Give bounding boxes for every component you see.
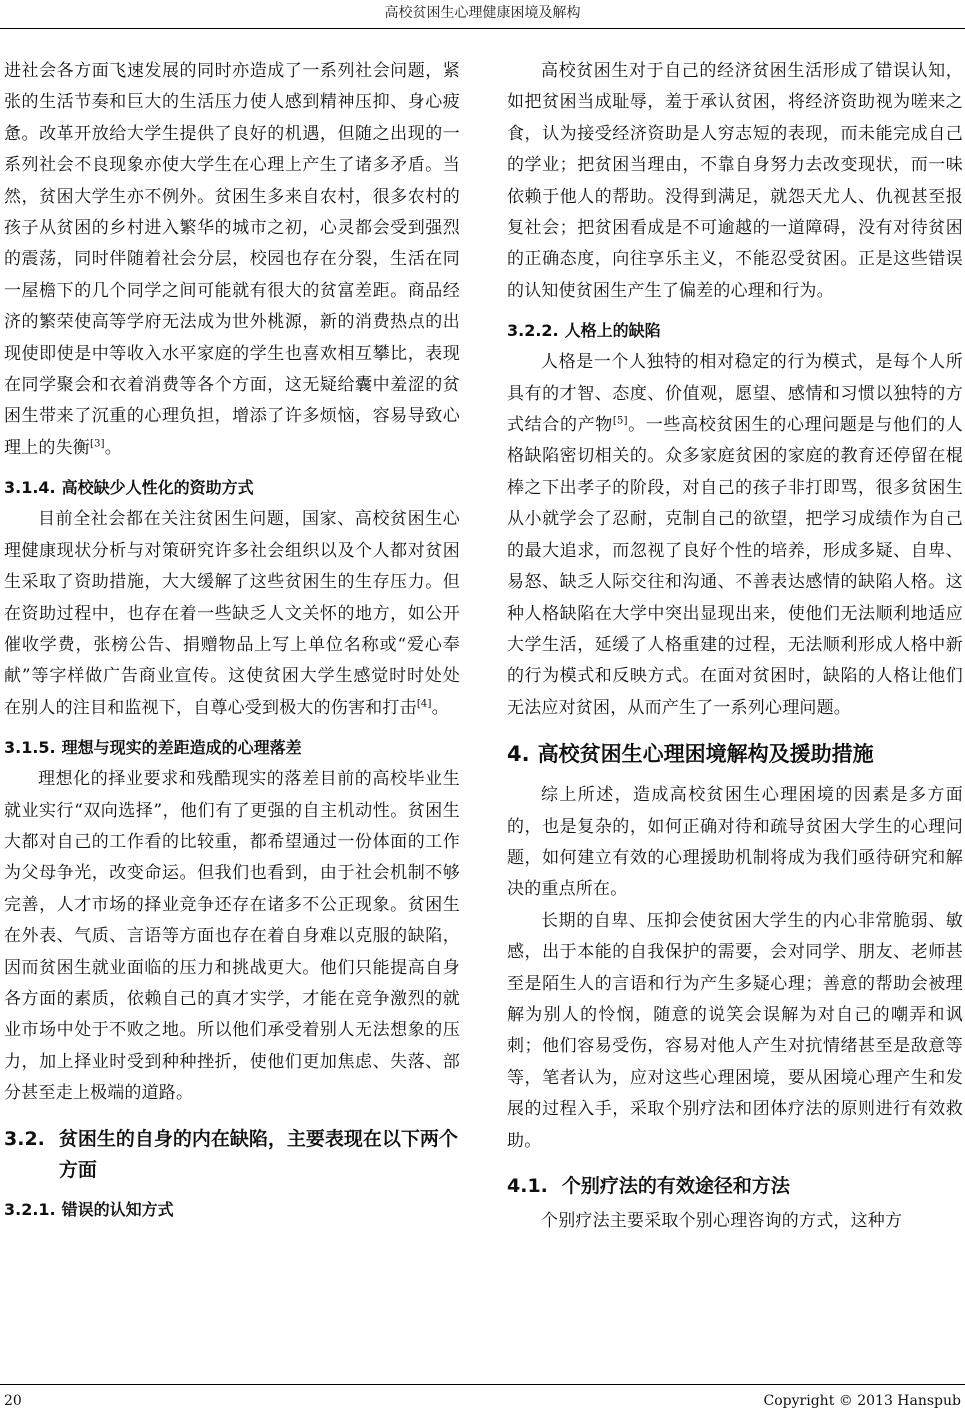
section-title: 高校贫困生心理困境解构及援助措施 [537, 742, 874, 767]
section-4-heading [507, 738, 963, 770]
section-number: 3.2. [4, 1127, 45, 1150]
section-title: 贫困生的自身的内在缺陷，主要表现在以下两个方面 [58, 1127, 458, 1181]
paragraph-long-term: 长期的自卑、压抑会使贫困大学生的内心非常脆弱、敏感，出于本能的自我保护的需要，会对同学、朋友、老师甚至是陌生人的言语和行为产生多疑心理；善意的帮助会被理解为别人的怜悯，随意的说笑会误解为对自己的嘲弄和讽刺；他们容易受伤，容易对他人产生对抗情绪甚至是敌意等等，笔者认为，应对这些心理困境，要从困境心理产生和发展的过程入手，采取个别疗法和团体疗法的原则进行有效救助。 [507, 910, 963, 1151]
section-3-2-2-heading [507, 319, 963, 343]
paragraph-end: 。 [104, 437, 122, 458]
citation-3[interactable]: [3] [90, 438, 105, 450]
right-column [507, 56, 963, 1237]
section-3-1-5-heading [4, 736, 460, 760]
section-title: 人格上的缺陷 [564, 321, 661, 341]
paragraph-text: 目前全社会都在关注贫困生问题，国家、高校贫困生心理健康现状分析与对策研究许多社会组织以及个人都对贫困生采取了资助措施，大大缓解了这些贫困生的生存压力。但在资助过程中，也存在着一些缺乏人文关怀的地方，如公开催收学费，张榜公告、捐赠物品上写上单位名称或“爱心奉献”等字样做广告商业宣传。这使贫困大学生感觉时时处处在别人的注目和监视下，自尊心受到极大的伤害和打击 [4, 509, 460, 718]
footer-rule [0, 1384, 965, 1385]
section-4-1-heading [507, 1171, 963, 1202]
section-number: 3.1.5. [4, 738, 56, 758]
paragraph-summary: 综上所述，造成高校贫困生心理困境的因素是多方面的，也是复杂的，如何正确对待和疏导贫困大学生的心理问题，如何建立有效的心理援助机制将成为我们亟待研究和解决的重点所在。 [507, 785, 963, 900]
section-title: 个别疗法的有效途径和方法 [561, 1175, 790, 1197]
section-title: 理想与现实的差距造成的心理落差 [61, 738, 302, 758]
running-header: 高校贫困生心理健康困境及解构 [384, 5, 581, 21]
paragraph-text-cont: 。一些高校贫困生的心理问题是与他们的人格缺陷密切相关的。众多家庭贫困的家庭的教育还停留在棍棒之下出孝子的阶段，对自己的孩子非打即骂，很多贫困生从小就学会了忍耐，克制自己的欲望，把学习成绩作为自己的最大追求，而忽视了良好个性的培养，形成多疑、自卑、易怒、缺乏人际交往和沟通、不善表达感情的缺陷人格。这种人格缺陷在大学中突出显现出来，使他们无法顺利地适应大学生活，延缓了人格重建的过程，无法顺利形成人格中新的行为模式和反映方式。在面对贫困时，缺陷的人格让他们无法应对贫困，从而产生了一系列心理问题。 [507, 415, 963, 718]
section-number: 3.2.1. [4, 1199, 56, 1219]
paragraph-social-pressure [4, 56, 460, 464]
paragraph-ideal-reality: 理想化的择业要求和残酷现实的落差目前的高校毕业生就业实行“双向选择”，他们有了更强的自主机动性。贫困生大都对自己的工作看的比较重，都希望通过一份体面的工作为父母争光，改变命运。但我们也看到，由于社会机制不够完善，人才市场的择业竞争还存在诸多不公正现象。贫困生在外表、气质、言语等方面也存在着自身难以克服的缺陷，因而贫困生就业面临的压力和挑战更大。他们只能提高自身各方面的素质，依赖自己的真才实学，才能在竞争激烈的就业市场中处于不败之地。所以他们承受着别人无法想象的压力，加上择业时受到种种挫折，使他们更加焦虑、失落、部分甚至走上极端的道路。 [4, 769, 460, 1104]
left-column [4, 56, 460, 1226]
section-title: 错误的认知方式 [61, 1199, 174, 1219]
paragraph-text: 人格是一个人独特的相对稳定的行为模式，是每个人所具有的才智、态度、价值观，愿望、感情和习惯以独特的方式结合的产物 [507, 352, 963, 436]
paragraph-funding [4, 504, 460, 724]
paragraph-end: 。 [431, 697, 449, 718]
copyright-notice: Copyright © 2013 Hanspub [763, 1393, 961, 1409]
paragraph-personality [507, 347, 963, 724]
paragraph-wrong-cognition: 高校贫困生对于自己的经济贫困生活形成了错误认知，如把贫困当成耻辱，羞于承认贫困，将经济资助视为嗟来之食，认为接受经济资助是人穷志短的表现，而未能完成自己的学业；把贫困当理由，不靠自身努力去改变现状，而一味依赖于他人的帮助。没得到满足，就怨天尤人、仇视甚至报复社会；把贫困看成是不可逾越的一道障碍，没有对待贫困的正确态度，向往享乐主义，不能忍受贫困。正是这些错误的认知使贫困生产生了偏差的心理和行为。 [507, 61, 963, 301]
section-number: 4.1. [507, 1175, 548, 1197]
section-number: 3.2.2. [507, 321, 559, 341]
section-3-2-heading [4, 1124, 460, 1186]
citation-4[interactable]: [4] [416, 698, 432, 710]
paragraph-individual-therapy: 个别疗法主要采取个别心理咨询的方式，这种方 [541, 1211, 903, 1231]
section-3-1-4-heading [4, 476, 460, 500]
paragraph-text: 进社会各方面飞速发展的同时亦造成了一系列社会问题，紧张的生活节奏和巨大的生活压力使人感到精神压抑、身心疲惫。改革开放给大学生提供了良好的机遇，但随之出现的一系列社会不良现象亦使大学生在心理上产生了诸多矛盾。当然，贫困大学生亦不例外。贫困生多来自农村，很多农村的孩子从贫困的乡村进入繁华的城市之初，心灵都会受到强烈的震荡，同时伴随着社会分层，校园也存在分裂，生活在同一屋檐下的几个同学之间可能就有很大的贫富差距。商品经济的繁荣使高等学府无法成为世外桃源，新的消费热点的出现使即使是中等收入水平家庭的学生也喜欢相互攀比，表现在同学聚会和衣着消费等各个方面，这无疑给囊中羞涩的贫困生带来了沉重的心理负担，增添了许多烦恼，容易导致心理上的失衡 [4, 61, 460, 458]
section-3-2-1-heading [4, 1198, 460, 1222]
section-number: 3.1.4. [4, 478, 56, 498]
section-title: 高校缺少人性化的资助方式 [61, 478, 254, 498]
page-number: 20 [4, 1393, 22, 1409]
citation-5[interactable]: [5] [612, 415, 628, 427]
section-number: 4. [507, 742, 530, 767]
header-rule [0, 28, 965, 29]
